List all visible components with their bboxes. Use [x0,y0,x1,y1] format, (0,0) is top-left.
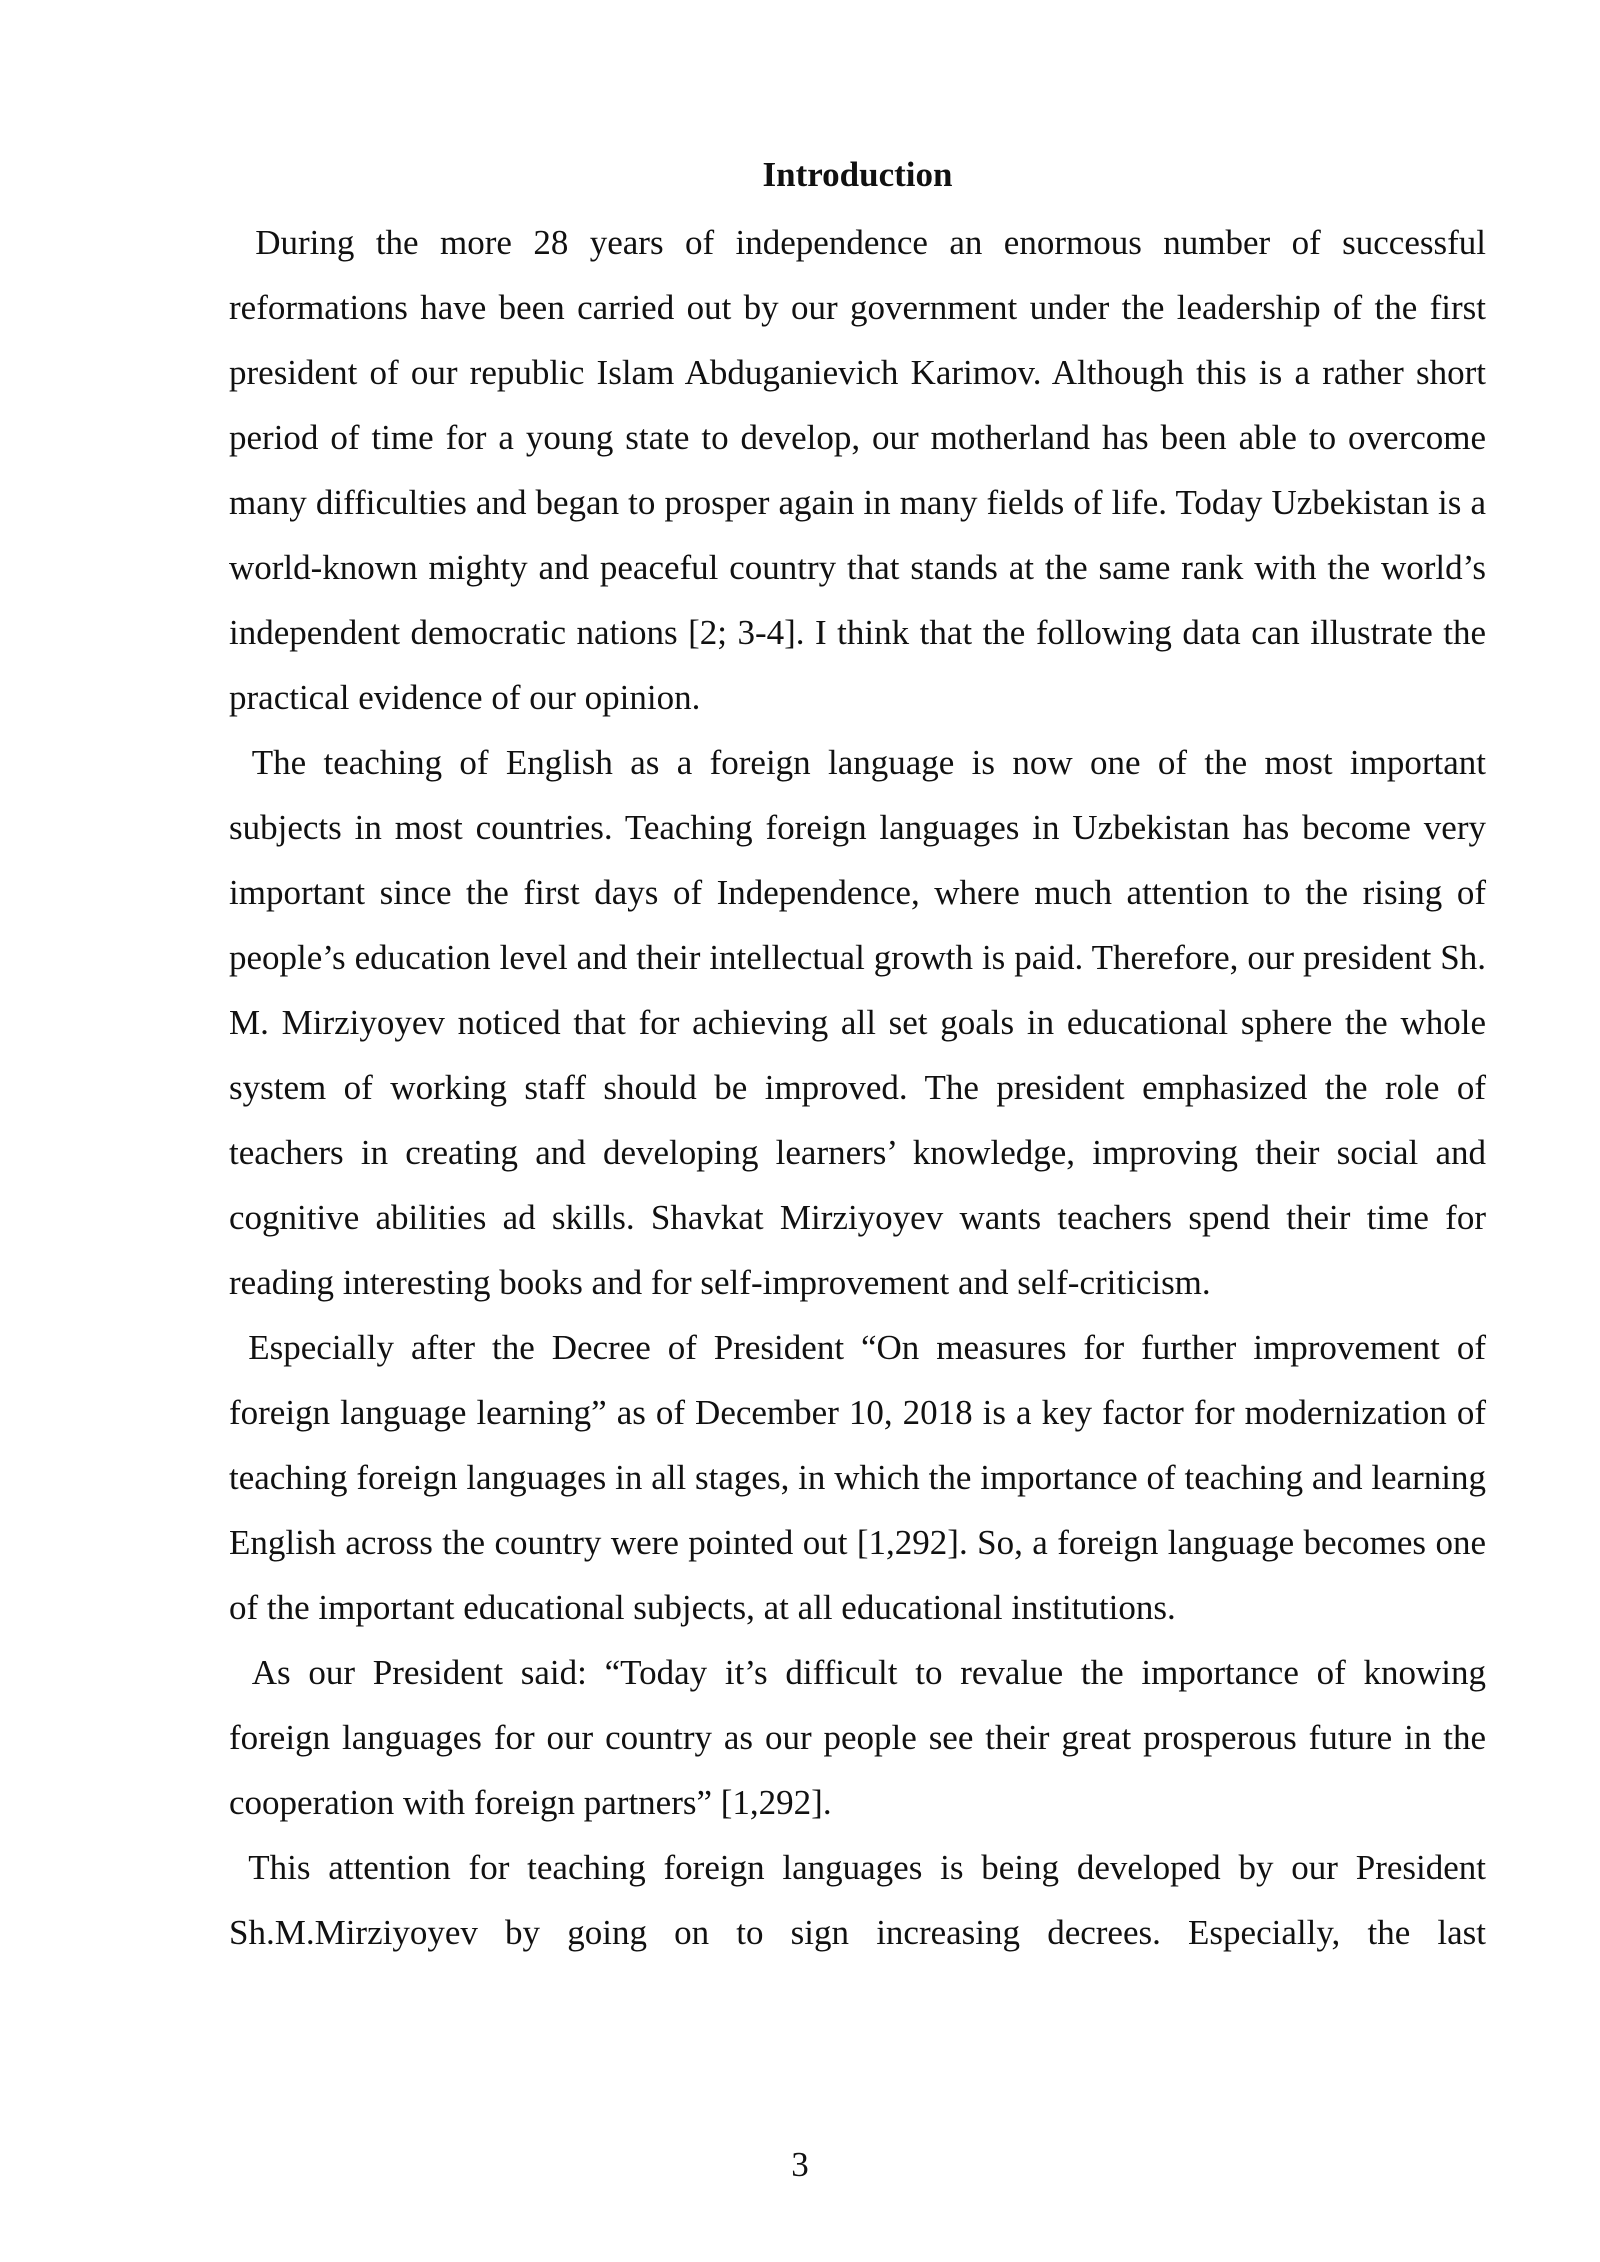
paragraph: Especially after the Decree of President “On measures for further improvement of foreign language learning” as of December 10, 2018 is a key factor for modernization of teaching foreign languages in all stages, in which the importance of teaching and learning English across the country were pointed out [1,292]. So, a foreign language becomes one of the important educational subjects, at all educational institutions. [229,1328,1486,1627]
page-number: 3 [791,2145,809,2184]
paragraph: During the more 28 years of independence an enormous number of successful reformations have been carried out by our government under the leadership of the first president of our republic Islam Abduganievich Karimov. Although this is a rather short period of time for a young state to develop, our motherland has been able to overcome many difficulties and began to prosper again in many fields of life. Today Uzbekistan is a world-known mighty and peaceful country that stands at the same rank with the world’s independent democratic nations [2; 3-4]. I think that the following data can illustrate the practical evidence of our opinion. [229,223,1486,717]
section-heading: Introduction [762,155,953,194]
paragraph: This attention for teaching foreign languages is being developed by our President Sh.M.Mirziyoyev by going on to sign increasing decrees. Especially, the last [229,1848,1486,1952]
paragraph: The teaching of English as a foreign language is now one of the most important subjects in most countries. Teaching foreign languages in Uzbekistan has become very important since the first days of Independence, where much attention to the rising of people’s education level and their intellectual growth is paid. Therefore, our president Sh. M. Mirziyoyev noticed that for achieving all set goals in educational sphere the whole system of working staff should be improved. The president emphasized the role of teachers in creating and developing learners’ knowledge, improving their social and cognitive abilities ad skills. Shavkat Mirziyoyev wants teachers spend their time for reading interesting books and for self-improvement and self-criticism. [229,743,1486,1302]
paragraph: As our President said: “Today it’s difficult to revalue the importance of knowing foreign languages for our country as our people see their great prosperous future in the cooperation with foreign partners” [1,292]. [229,1653,1486,1822]
body-text [229,210,1486,1965]
